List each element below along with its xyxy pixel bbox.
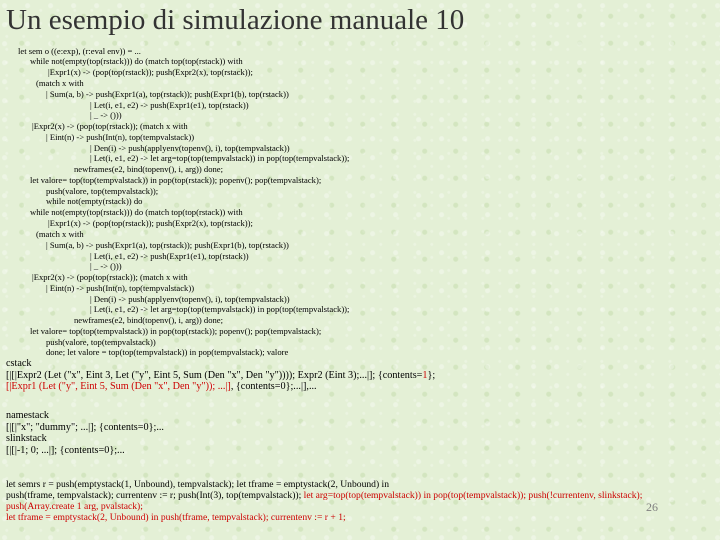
code-line: | Let(i, e1, e2) -> push(Expr1(e1), top(rstack)) xyxy=(90,100,249,110)
code-line: (match x with xyxy=(36,78,84,88)
code-line: | Sum(a, b) -> push(Expr1(a), top(rstack)); push(Expr1(b), top(rstack)) xyxy=(46,89,289,99)
code-line: newframes(e2, bind(topenv(), i, arg)) done; xyxy=(74,315,223,325)
code-line: let valore= top(top(tempvalstack)) in pop(top(rstack)); popenv(); pop(tempvalstack); xyxy=(30,175,322,185)
code-line: newframes(e2, bind(topenv(), i, arg)) done; xyxy=(74,164,223,174)
highlighted-frame: [|Expr1 (Let ("y", Eint 5, Sum (Den "x", Den "y")); ...|] xyxy=(6,381,231,392)
code-line: | Let(i, e1, e2) -> let arg=top(top(tempvalstack)) in pop(top(tempvalstack)); xyxy=(90,153,350,163)
semrec-line-4: let tframe = emptystack(2, Unbound) in push(tframe, tempvalstack); currentenv := r + 1; xyxy=(6,512,346,523)
code-line: done; let valore = top(top(tempvalstack)) in pop(tempvalstack); valore xyxy=(46,347,289,357)
namestack-label: namestack xyxy=(6,410,49,421)
cstack-line-2: [|Expr1 (Let ("y", Eint 5, Sum (Den "x", Den "y")); ...|], {contents=0};...|],... xyxy=(6,381,317,392)
code-line: | Sum(a, b) -> push(Expr1(a), top(rstack)); push(Expr1(b), top(rstack)) xyxy=(46,240,289,250)
semrec-line-3: push(Array.create 1 arg, pvalstack); xyxy=(6,501,143,512)
code-line: while not(empty(rstack)) do xyxy=(46,196,143,206)
code-line: | _ -> ())) xyxy=(90,261,122,271)
slide-title: Un esempio di simulazione manuale 10 xyxy=(6,4,465,36)
page-number: 26 xyxy=(646,500,658,514)
semrec-section xyxy=(6,479,706,523)
code-line: let valore= top(top(tempvalstack)) in pop(top(rstack)); popenv(); pop(tempvalstack); xyxy=(30,326,322,336)
code-line: while not(empty(top(rstack))) do (match top(top(rstack)) with xyxy=(30,56,243,66)
code-line: | Eint(n) -> push(Int(n), top(tempvalstack)) xyxy=(46,283,195,293)
code-line: (match x with xyxy=(36,229,84,239)
cstack-section xyxy=(6,358,706,393)
code-line: push(valore, top(tempvalstack)) xyxy=(46,337,156,347)
code-line: while not(empty(top(rstack))) do (match top(top(rstack)) with xyxy=(30,207,243,217)
code-line: |Expr1(x) -> (pop(top(rstack)); push(Expr2(x), top(rstack)); xyxy=(48,218,253,228)
code-line: | Eint(n) -> push(Int(n), top(tempvalstack)) xyxy=(46,132,195,142)
namestack-line: [|[|"x"; "dummy"; ...|]; {contents=0};... xyxy=(6,421,164,433)
code-line: let sem o ((e:exp), (r:eval env)) = ... xyxy=(18,46,141,56)
semrec-line-1: let semrs r = push(emptystack(1, Unbound), tempvalstack); let tframe = emptystack(2, Unbound) in xyxy=(6,479,390,490)
code-line: |Expr2(x) -> (pop(top(rstack)); (match x with xyxy=(32,272,188,282)
namestack-section xyxy=(6,410,706,456)
code-line: |Expr1(x) -> (pop(top(rstack)); push(Expr2(x), top(rstack)); xyxy=(48,67,253,77)
cstack-line-1: [|[|Expr2 (Let ("x", Eint 3, Let ("y", Eint 5, Sum (Den "x", Den "y")))); Expr2 (Eint 3);...|]; {contents=1}; xyxy=(6,369,436,381)
semrec-line-2: push(tframe, tempvalstack); currentenv := r; push(Int(3), top(tempvalstack)); let arg=top(top(tempvalstack)) in pop(top(tempvalstack)); push(!currentenv, slinkstack); xyxy=(6,490,643,501)
code-line: | Let(i, e1, e2) -> let arg=top(top(tempvalstack)) in pop(top(tempvalstack)); xyxy=(90,304,350,314)
slinkstack-line: [|[|-1; 0; ...|]; {contents=0};... xyxy=(6,444,125,456)
code-line: push(valore, top(tempvalstack)); xyxy=(46,186,159,196)
slinkstack-label: slinkstack xyxy=(6,433,47,444)
code-line: | Den(i) -> push(applyenv(topenv(), i), top(tempvalstack)) xyxy=(90,143,290,153)
code-line: | _ -> ())) xyxy=(90,110,122,120)
cstack-label: cstack xyxy=(6,358,32,369)
code-line: | Den(i) -> push(applyenv(topenv(), i), top(tempvalstack)) xyxy=(90,294,290,304)
code-line: |Expr2(x) -> (pop(top(rstack)); (match x with xyxy=(32,121,188,131)
code-line: | Let(i, e1, e2) -> push(Expr1(e1), top(rstack)) xyxy=(90,251,249,261)
highlighted-value: 1 xyxy=(422,369,428,381)
